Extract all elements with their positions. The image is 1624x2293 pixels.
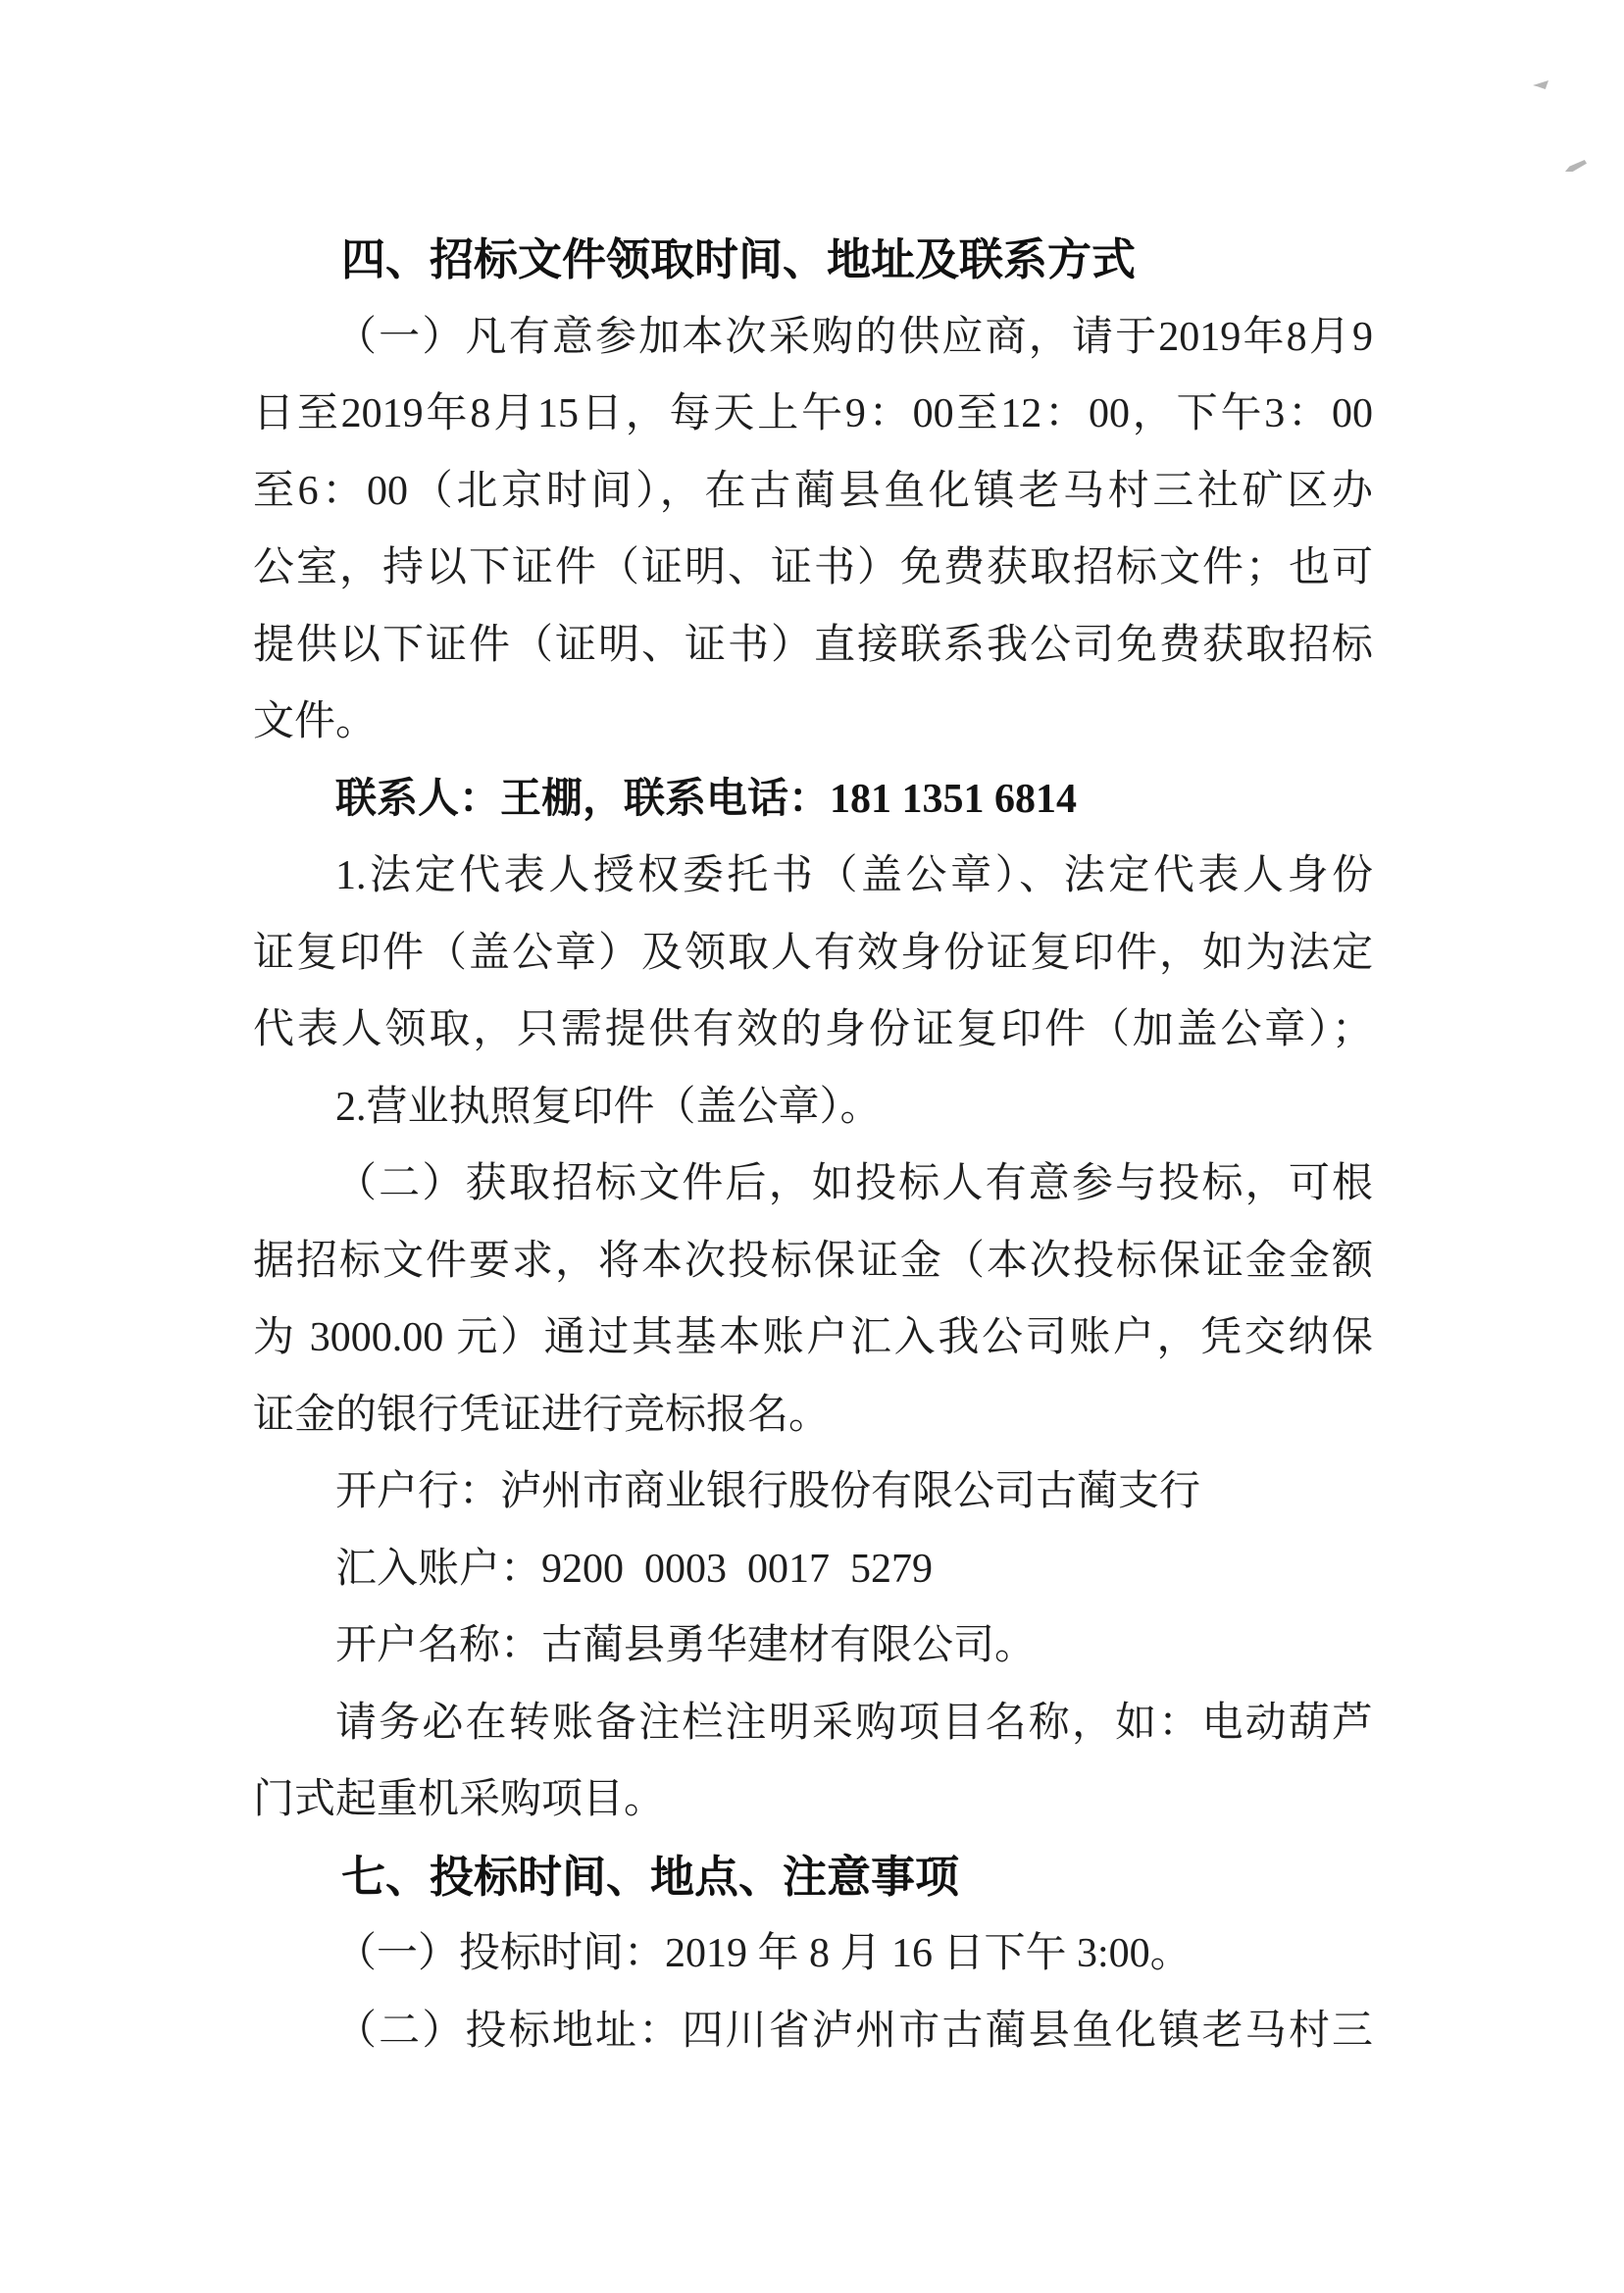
text-line: 证复印件（盖公章）及领取人有效身份证复印件，如为法定 xyxy=(253,930,1373,976)
text-line: 门式起重机采购项目。 xyxy=(253,1777,666,1822)
text-line: 证金的银行凭证进行竞标报名。 xyxy=(253,1392,831,1438)
bid-address-line: （二）投标地址：四川省泸州市古蔺县鱼化镇老马村三 xyxy=(335,2008,1373,2054)
text-line: 代表人领取，只需提供有效的身份证复印件（加盖公章）； xyxy=(253,1007,1373,1052)
text-line: 据招标文件要求，将本次投标保证金（本次投标保证金金额 xyxy=(253,1238,1373,1284)
section-heading-4: 四、招标文件领取时间、地址及联系方式 xyxy=(341,234,1137,284)
account-name-line: 开户名称：古蔺县勇华建材有限公司。 xyxy=(335,1623,1037,1668)
bank-name-line: 开户行：泸州市商业银行股份有限公司古蔺支行 xyxy=(335,1469,1201,1514)
bid-time-line: （一）投标时间：2019 年 8 月 16 日下午 3:00。 xyxy=(335,1931,1192,1976)
text-line: 为 3000.00 元）通过其基本账户汇入我公司账户，凭交纳保 xyxy=(253,1315,1373,1360)
text-line: 至6：00（北京时间），在古蔺县鱼化镇老马村三社矿区办 xyxy=(253,468,1373,514)
scan-speck xyxy=(1533,80,1548,89)
document-body xyxy=(253,222,1373,2069)
text-line: 2.营业执照复印件（盖公章）。 xyxy=(335,1084,882,1130)
text-line: 公室，持以下证件（证明、证书）免费获取招标文件；也可 xyxy=(253,545,1373,590)
text-line: 文件。 xyxy=(253,699,378,744)
text-line: 提供以下证件（证明、证书）直接联系我公司免费获取招标 xyxy=(253,622,1373,668)
text-line: （一）凡有意参加本次采购的供应商，请于2019年8月9 xyxy=(335,314,1373,360)
text-line: 请务必在转账备注栏注明采购项目名称，如：电动葫芦 xyxy=(335,1700,1373,1746)
account-number-line: 汇入账户：9200 0003 0017 5279 xyxy=(335,1546,934,1592)
scan-speck xyxy=(1565,160,1587,172)
text-line: 日至2019年8月15日，每天上午9：00至12：00，下午3：00 xyxy=(253,391,1373,436)
contact-line: 联系人：王棚，联系电话：181 1351 6814 xyxy=(335,776,1078,822)
text-line: （二）获取招标文件后，如投标人有意参与投标，可根 xyxy=(335,1161,1373,1206)
text-line: 1.法定代表人授权委托书（盖公章）、法定代表人身份 xyxy=(335,853,1373,898)
section-heading-7: 七、投标时间、地点、注意事项 xyxy=(341,1851,960,1902)
